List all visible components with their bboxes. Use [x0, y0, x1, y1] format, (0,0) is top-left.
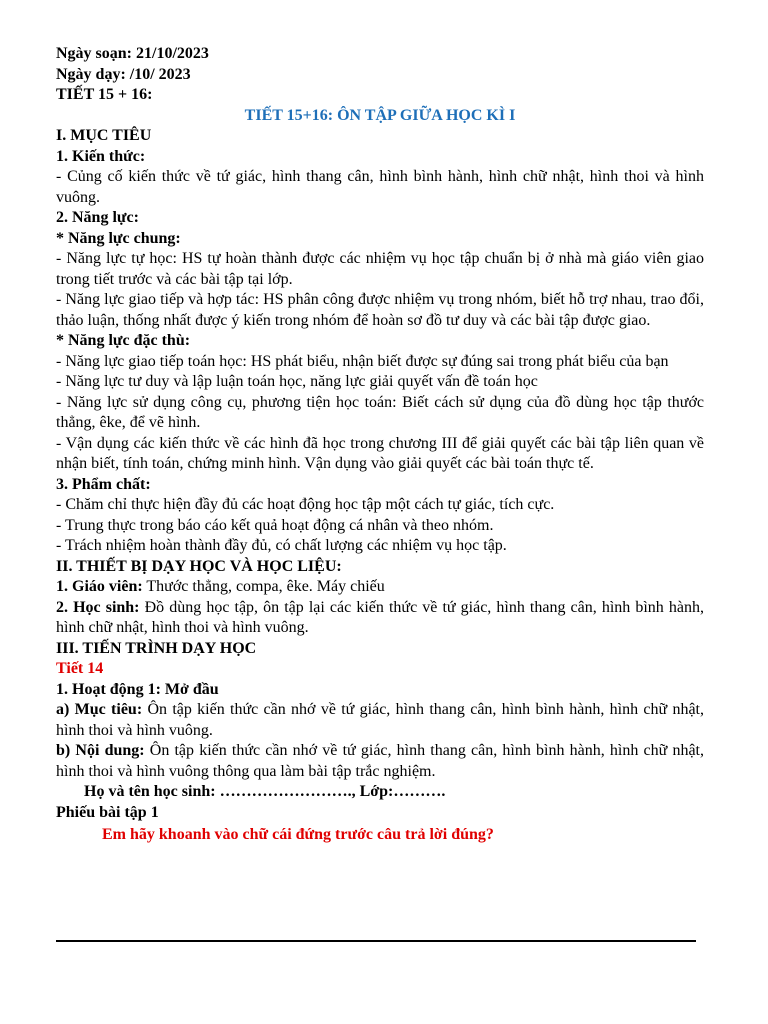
knowledge-text: - Củng cố kiến thức về tứ giác, hình thang cân, hình bình hành, hình chữ nhật, hình thoi và hình vuông. [56, 168, 704, 206]
objective-label: a) Mục tiêu: [56, 701, 143, 718]
quality-item: - Trách nhiệm hoàn thành đầy đủ, có chất lượng các nhiệm vụ học tập. [56, 537, 507, 554]
competence-heading: 2. Năng lực: [56, 209, 139, 226]
objective-paragraph [56, 700, 704, 741]
qualities-heading: 3. Phẩm chất: [56, 475, 151, 493]
section-objectives-heading: I. MỤC TIÊU [56, 127, 152, 144]
section-process-heading: III. TIẾN TRÌNH DẠY HỌC [56, 639, 257, 657]
specific-competence-heading: * Năng lực đặc thù: [56, 332, 191, 349]
activity-1-heading: 1. Hoạt động 1: Mở đầu [56, 680, 219, 698]
general-competence-item: - Năng lực tự học: HS tự hoàn thành được các nhiệm vụ học tập chuẩn bị ở nhà mà giáo viên giao trong tiết trước và các bài tập tại lớp. [56, 250, 704, 288]
quality-item: - Trung thực trong báo cáo kết quả hoạt động cá nhân và theo nhóm. [56, 516, 494, 534]
content-label: b) Nội dung: [56, 742, 145, 759]
teacher-text: Thước thẳng, compa, êke. Máy chiếu [142, 578, 385, 595]
page-title: TIẾT 15+16: ÔN TẬP GIỮA HỌC KÌ I [244, 106, 516, 124]
teacher-equipment [56, 577, 704, 598]
lesson-number: TIẾT 15 + 16: [56, 86, 153, 103]
knowledge-heading: 1. Kiến thức: [56, 147, 146, 165]
specific-competence-item: - Năng lực sử dụng công cụ, phương tiện học toán: Biết cách sử dụng của đồ dùng học tập thước thẳng, êke, để vẽ hình. [56, 393, 704, 431]
period-label: Tiết 14 [56, 660, 104, 677]
lesson-plan-page [56, 44, 704, 846]
specific-competence-item: - Năng lực giao tiếp toán học: HS phát biểu, nhận biết được sự đúng sai trong phát biểu của bạn [56, 352, 669, 370]
general-competence-item: - Năng lực giao tiếp và hợp tác: HS phân công được nhiệm vụ trong nhóm, biết hỗ trợ nhau, trao đổi, thảo luận, thống nhất được ý kiến trong nhóm để hoàn sơ đồ tư duy và các bài tập được giao. [56, 291, 704, 329]
footer-divider [56, 940, 696, 942]
quality-item: - Chăm chỉ thực hiện đầy đủ các hoạt động học tập một cách tự giác, tích cực. [56, 496, 555, 513]
teacher-label: 1. Giáo viên: [56, 578, 143, 595]
worksheet-title: Phiếu bài tập 1 [56, 803, 159, 821]
teaching-date: Ngày dạy: /10/ 2023 [56, 65, 191, 83]
objective-text: Ôn tập kiến thức cần nhớ về tứ giác, hình thang cân, hình bình hành, hình chữ nhật, hình thoi và hình vuông. [56, 701, 705, 739]
student-name-line: Họ và tên học sinh: ……………………., Lớp:………. [84, 783, 446, 800]
specific-competence-item: - Vận dụng các kiến thức về các hình đã học trong chương III để giải quyết các bài tập liên quan về nhận biết, tính toán, chứng minh hình. Vận dụng vào giải quyết các bài toán thực tế. [56, 434, 704, 472]
general-competence-heading: * Năng lực chung: [56, 229, 181, 247]
section-equipment-heading: II. THIẾT BỊ DẠY HỌC VÀ HỌC LIỆU: [56, 557, 342, 575]
content-text: Ôn tập kiến thức cần nhớ về tứ giác, hình thang cân, hình bình hành, hình chữ nhật, hình thoi và hình vuông thông qua làm bài tập trắc nghiệm. [56, 742, 704, 780]
prepared-date: Ngày soạn: 21/10/2023 [56, 45, 209, 62]
student-equipment [56, 598, 704, 639]
content-paragraph [56, 741, 704, 782]
worksheet-instruction: Em hãy khoanh vào chữ cái đứng trước câu trả lời đúng? [102, 826, 494, 843]
student-text: Đồ dùng học tập, ôn tập lại các kiến thức về tứ giác, hình thang cân, hình bình hành, hình chữ nhật, hình thoi và hình vuông. [56, 598, 704, 636]
student-label: 2. Học sinh: [56, 598, 140, 616]
specific-competence-item: - Năng lực tư duy và lập luận toán học, năng lực giải quyết vấn đề toán học [56, 373, 538, 390]
